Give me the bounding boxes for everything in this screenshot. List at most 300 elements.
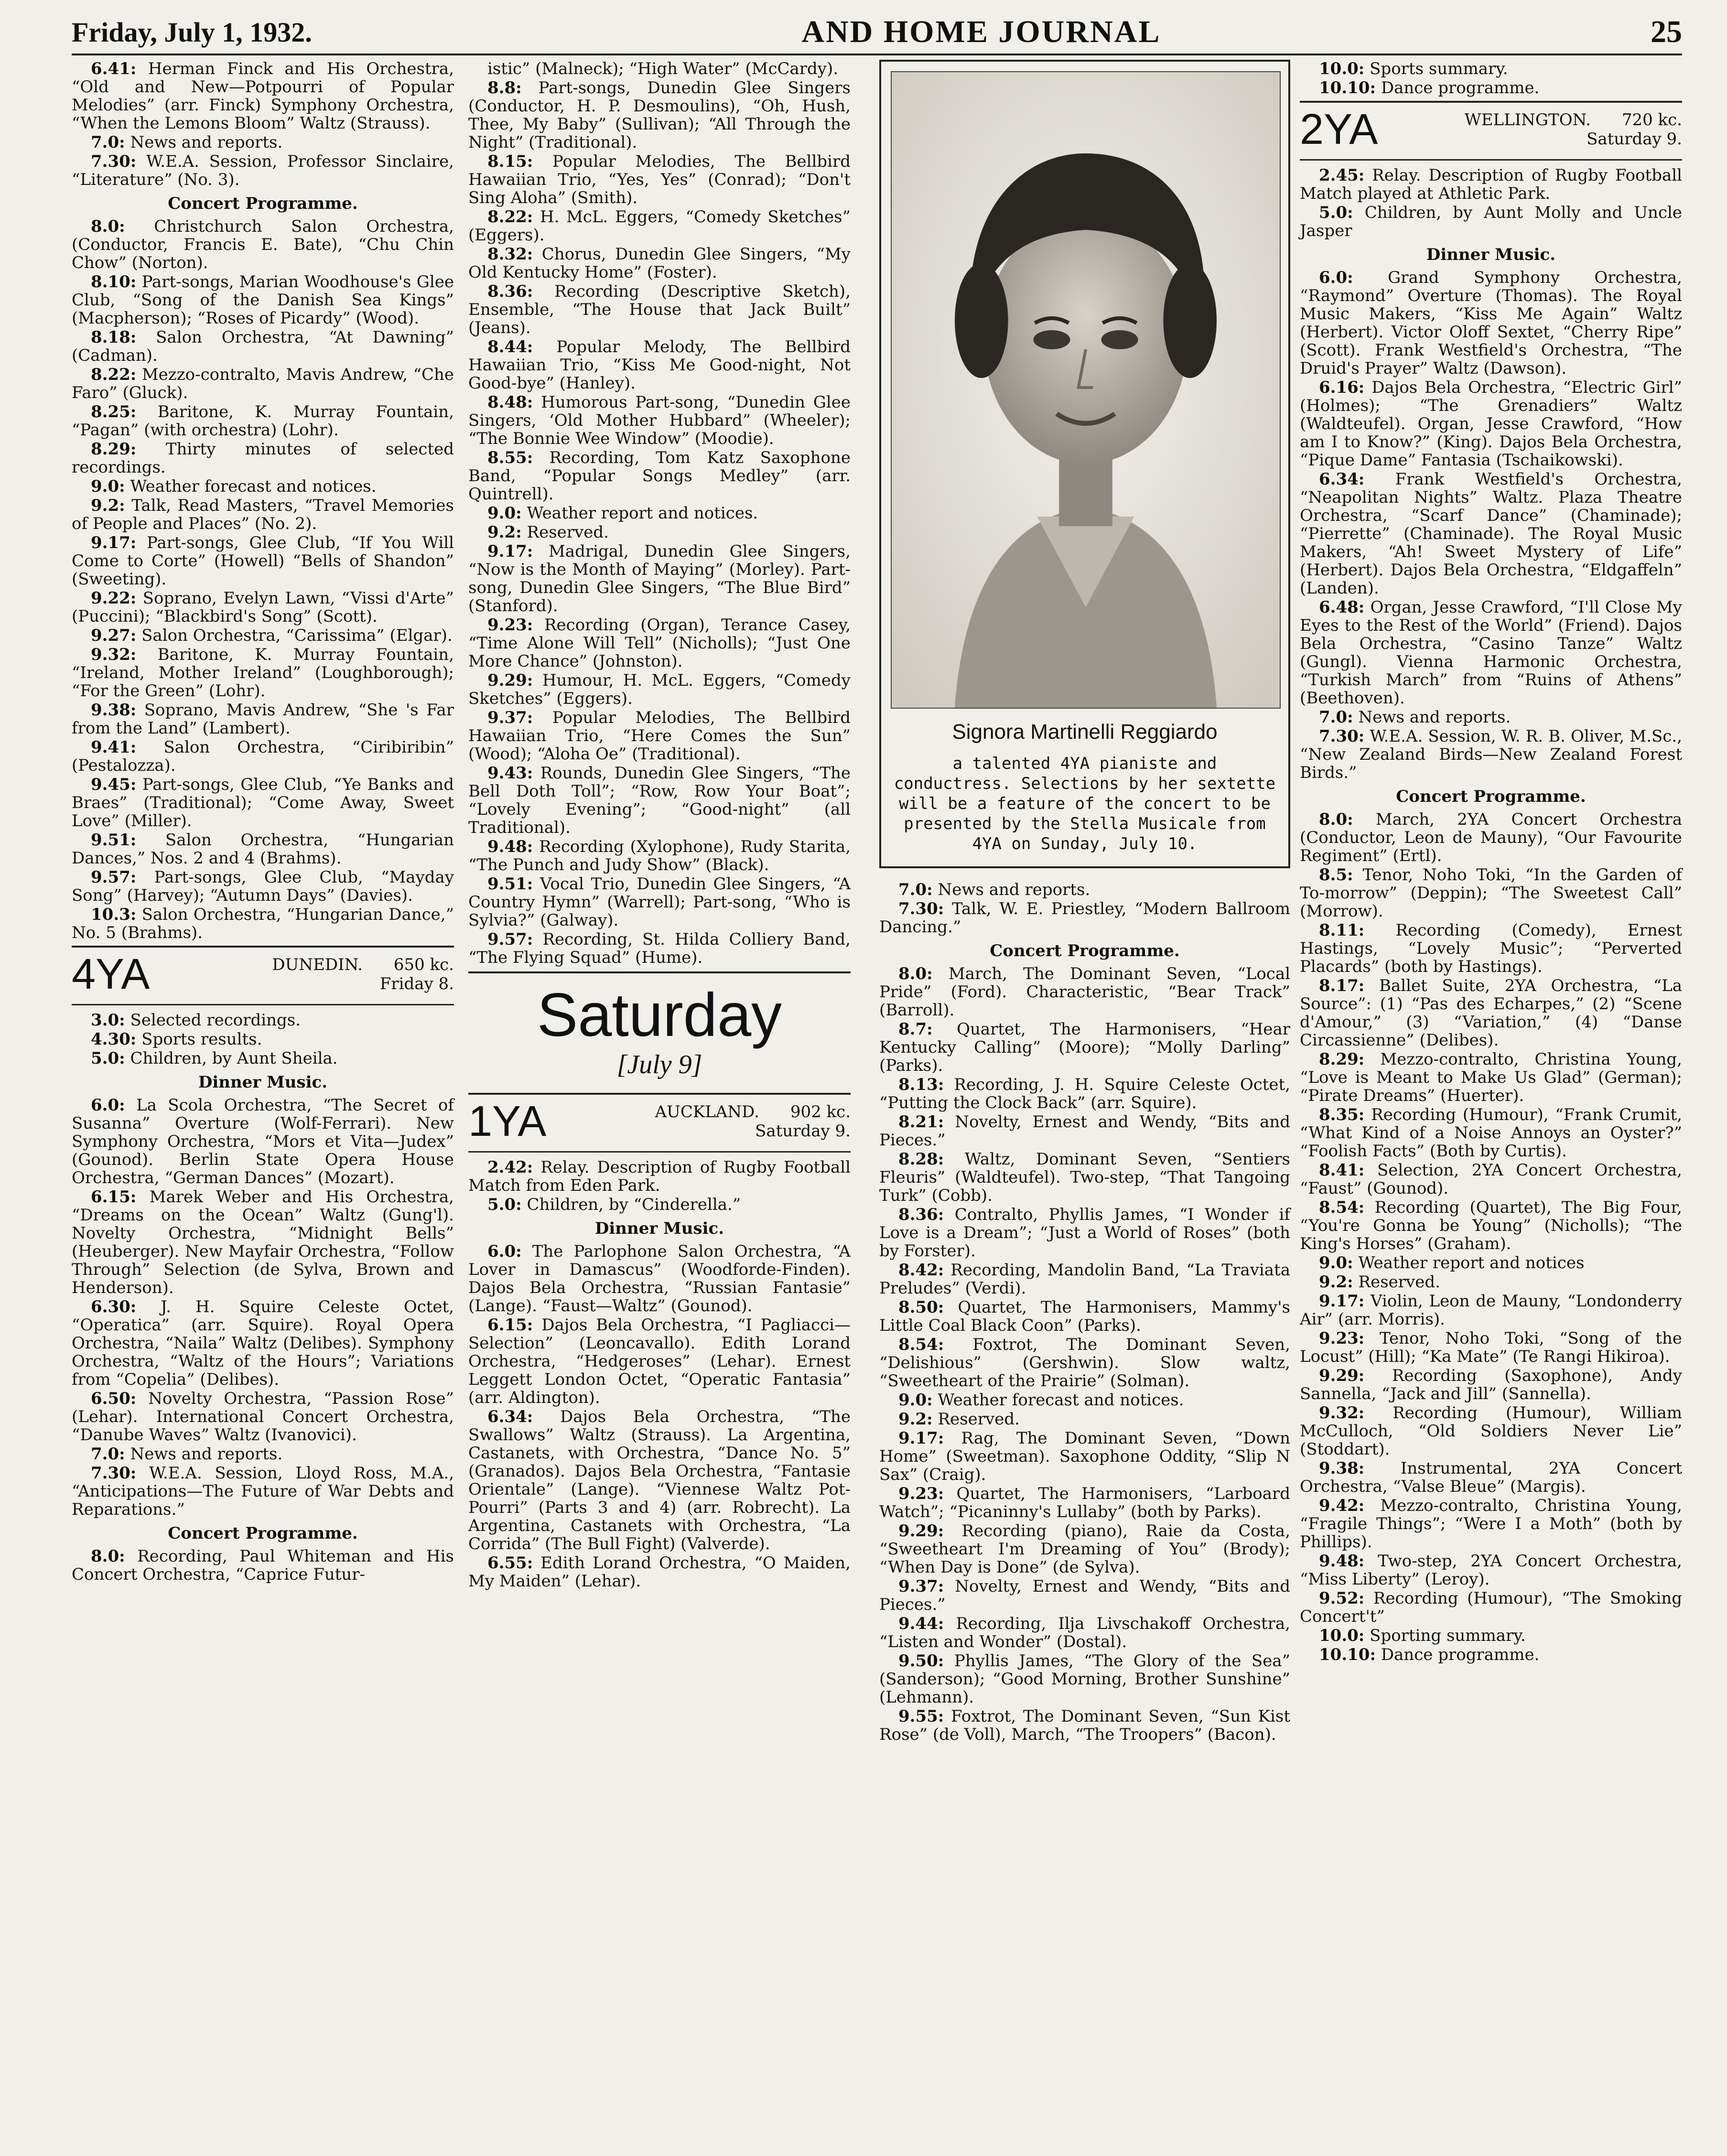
programme-time: 3.0: (91, 1011, 125, 1030)
programme-time: 2.45: (1319, 166, 1365, 185)
programme-item (72, 1030, 454, 1048)
programme-text: Children, by Aunt Sheila. (125, 1049, 338, 1068)
programme-text: Dance programme. (1376, 78, 1540, 97)
programme-time: 8.29: (1319, 1050, 1365, 1069)
programme-item (879, 1261, 1290, 1297)
programme-text: Recording, St. Hilda Colliery Band, “The Flying Squad” (Hume). (468, 930, 851, 967)
column-1 (72, 60, 454, 1585)
programme-text: News and reports. (1353, 708, 1511, 727)
programme-time: 8.54: (898, 1335, 944, 1354)
programme-text: W.E.A. Session, Lloyd Ross, M.A., “Anticipations—The Future of War Debts and Reparations.” (72, 1464, 454, 1519)
programme-item (1300, 378, 1682, 469)
programme-item (879, 900, 1290, 936)
programme-text: Mezzo-contralto, Christina Young, “Love is Meant to Make Us Glad” (German); “Pirate Dreams” (Huerter). (1300, 1050, 1682, 1105)
programme-text: Popular Melody, The Bellbird Hawaiian Trio, “Kiss Me Good-night, Not Good-bye” (Hanley). (468, 337, 851, 393)
programme-time: 9.32: (91, 645, 137, 664)
programme-time: 9.45: (91, 775, 137, 794)
saturday-banner (468, 971, 851, 1083)
programme-item (468, 838, 851, 874)
programme-text: March, 2YA Concert Orchestra (Conductor, Leon de Mauny), “Our Favourite Regiment” (Ertl). (1300, 810, 1682, 865)
programme-item (879, 1429, 1290, 1484)
programme-time: 8.15: (487, 152, 533, 171)
programme-item (72, 1445, 454, 1463)
programme-list (1300, 269, 1682, 782)
programme-text: Reserved. (1353, 1272, 1440, 1292)
station-call-sign: 1YA (468, 1098, 547, 1145)
programme-time: 10.3: (91, 905, 137, 924)
programme-item (1300, 921, 1682, 976)
programme-item (1300, 810, 1682, 865)
programme-text: Children, by Aunt Molly and Uncle Jasper (1300, 203, 1682, 240)
programme-time: 9.0: (91, 477, 125, 496)
programme-item (1300, 1367, 1682, 1403)
programme-item (879, 1298, 1290, 1335)
programme-item (1300, 1329, 1682, 1366)
programme-item (1300, 1552, 1682, 1588)
programme-item (1300, 1459, 1682, 1496)
programme-time: 9.51: (91, 830, 137, 850)
masthead-title: AND HOME JOURNAL (801, 14, 1161, 49)
programme-text: Contralto, Phyllis James, “I Wonder if Love is a Dream”; “Just a World of Roses” (both by Forster). (879, 1205, 1290, 1261)
programme-text: Humorous Part-song, “Dunedin Glee Singers, ‘Old Mother Hubbard” (Wheeler); “The Bonnie Wee Window” (Moodie). (468, 393, 851, 448)
programme-text: The Parlophone Salon Orchestra, “A Lover in Damascus” (Woodforde-Finden). Dajos Bela Orchestra, “Russian Fantasie” (Lange). “Faust—Waltz” (Gounod). (468, 1242, 851, 1315)
programme-item (1300, 79, 1682, 97)
station-frequency: 720 kc. (1621, 110, 1682, 129)
programme-text: Chorus, Dunedin Glee Singers, “My Old Kentucky Home” (Foster). (468, 245, 851, 282)
programme-item (1300, 470, 1682, 597)
programme-time: 8.36: (898, 1205, 944, 1224)
programme-time: 6.15: (487, 1315, 533, 1335)
programme-text: Salon Orchestra, “At Dawning” (Cadman). (72, 328, 454, 365)
programme-list (1300, 166, 1682, 240)
programme-time: 6.16: (1319, 378, 1365, 397)
programme-time: 9.17: (91, 533, 137, 552)
programme-item (468, 449, 851, 503)
programme-item (72, 1188, 454, 1297)
programme-text: Mezzo-contralto, Christina Young, “Fragile Things”; “Were I a Moth” (both by Phillips). (1300, 1496, 1682, 1552)
programme-item (468, 1554, 851, 1590)
programme-text: Tenor, Noho Toki, “Song of the Locust” (Hill); “Ka Mate” (Te Rangi Hikiroa). (1300, 1329, 1682, 1366)
programme-text: Recording, Paul Whiteman and His Concert Orchestra, “Caprice Futur- (72, 1547, 454, 1584)
programme-text: Violin, Leon de Mauny, “Londonderry Air” (arr. Morris). (1300, 1292, 1682, 1329)
programme-time: 6.15: (91, 1187, 137, 1207)
programme-time: 9.29: (487, 671, 533, 690)
programme-text: Recording, Ilja Livschakoff Orchestra, “Listen and Wonder” (Dostal). (879, 1614, 1290, 1651)
programme-time: 9.51: (487, 874, 533, 894)
programme-item (72, 440, 454, 476)
programme-item (72, 534, 454, 588)
programme-list (879, 965, 1290, 1744)
programme-time: 8.25: (91, 402, 137, 421)
programme-text: Weather report and notices (1353, 1253, 1585, 1272)
programme-item (1300, 1273, 1682, 1291)
programme-text: Popular Melodies, The Bellbird Hawaiian Trio, “Here Comes the Sun” (Wood); “Aloha Oe” (Traditional). (468, 708, 851, 764)
programme-text: Phyllis James, “The Glory of the Sea” (Sanderson); “Good Morning, Brother Sunshine” (Lehmann). (879, 1651, 1290, 1707)
programme-text: Recording (Humour), “The Smoking Concert't” (1300, 1589, 1682, 1626)
programme-text: Salon Orchestra, “Hungarian Dances,” Nos. 2 and 4 (Brahms). (72, 830, 454, 868)
programme-text: Edith Lorand Orchestra, “O Maiden, My Maiden” (Lehar). (468, 1553, 851, 1591)
programme-text: H. McL. Eggers, “Comedy Sketches” (Eggers). (468, 207, 851, 245)
programme-list (72, 1547, 454, 1584)
programme-time: 9.27: (91, 626, 137, 645)
programme-item (468, 875, 851, 929)
programme-time: 9.0: (898, 1391, 933, 1410)
programme-text: Recording (Humour), William McCulloch, “Old Soldiers Never Lie” (Stoddart). (1300, 1403, 1682, 1459)
programme-item (72, 906, 454, 942)
programme-item (879, 1615, 1290, 1651)
programme-item (1300, 708, 1682, 726)
programme-time: 10.0: (1319, 1626, 1365, 1645)
programme-text: Herman Finck and His Orchestra, “Old and New—Potpourri of Popular Melodies” (arr. Finck) Symphony Orchestra, “When the Lemons Bloom” Waltz (Strauss). (72, 59, 454, 133)
programme-time: 8.13: (898, 1075, 944, 1094)
programme-time: 9.37: (898, 1577, 944, 1596)
programme-item (468, 616, 851, 670)
programme-time: 8.0: (91, 217, 125, 236)
programme-time: 9.2: (487, 523, 522, 542)
section-heading: Concert Programme. (990, 941, 1180, 960)
programme-text: Dajos Bela Orchestra, “Electric Girl” (Holmes); “The Grenadiers” Waltz (Waldteufel). Organ, Jesse Crawford, “How am I to Know?” (King). Dajos Bela Orchestra, “Pique Dame” Fantasia (Tschaikowski). (1300, 378, 1682, 470)
station-details (272, 955, 454, 993)
photo-feature-box (879, 60, 1290, 868)
programme-text: Rounds, Dunedin Glee Singers, “The Bell Doth Toll”; “Row, Row Your Boat”; “Lovely Evening”; “Good-night” (all Traditional). (468, 764, 851, 837)
programme-time: 9.22: (91, 589, 137, 608)
station-city: WELLINGTON. (1464, 110, 1591, 129)
programme-item (72, 328, 454, 365)
programme-time: 8.11: (1319, 921, 1365, 940)
programme-list (1300, 60, 1682, 97)
section-heading: Concert Programme. (168, 1524, 358, 1543)
programme-item (879, 1020, 1290, 1075)
programme-time: 8.0: (91, 1547, 125, 1566)
programme-time: 8.36: (487, 282, 533, 301)
programme-item (72, 366, 454, 402)
station-details (655, 1102, 851, 1141)
programme-item (72, 868, 454, 905)
programme-text: Instrumental, 2YA Concert Orchestra, “Valse Bleue” (Margis). (1300, 1459, 1682, 1496)
programme-time: 9.48: (1319, 1552, 1365, 1571)
programme-time: 5.0: (91, 1049, 125, 1068)
programme-text: March, The Dominant Seven, “Local Pride” (Ford). Characteristic, “Bear Track” (Barroll). (879, 964, 1290, 1020)
programme-item (468, 542, 851, 615)
programme-time: 8.5: (1319, 865, 1353, 884)
programme-item (72, 1390, 454, 1444)
programme-time: 6.34: (487, 1407, 533, 1426)
section-heading: Dinner Music. (594, 1219, 724, 1238)
programme-item (1300, 1292, 1682, 1328)
programme-time: 8.21: (898, 1112, 944, 1132)
programme-item (72, 217, 454, 272)
programme-text: Recording (Saxophone), Andy Sannella, “Jack and Jill” (Sannella). (1300, 1366, 1682, 1403)
programme-time: 6.0: (1319, 268, 1353, 287)
programme-time: 5.0: (487, 1195, 522, 1214)
programme-text: News and reports. (932, 880, 1090, 899)
station-call-sign: 2YA (1300, 106, 1378, 153)
programme-item (72, 477, 454, 496)
section-heading: Concert Programme. (168, 194, 358, 213)
station-day: Saturday 9. (755, 1121, 851, 1141)
programme-text: Quartet, The Harmonisers, Mammy's Little Coal Black Coon” (Parks). (879, 1298, 1290, 1335)
programme-time: 7.0: (898, 880, 933, 899)
programme-time: 6.34: (1319, 470, 1365, 489)
programme-time: 7.30: (91, 152, 137, 171)
programme-text: Baritone, K. Murray Fountain, “Pagan” (with orchestra) (Lohr). (72, 402, 454, 440)
page-number: 25 (1651, 14, 1682, 49)
programme-item (1300, 269, 1682, 377)
programme-item (1300, 1198, 1682, 1253)
programme-list (468, 1158, 851, 1214)
column-4 (1300, 60, 1682, 1665)
programme-time: 8.7: (898, 1020, 933, 1039)
programme-time: 6.50: (91, 1389, 137, 1408)
programme-item (72, 1298, 454, 1389)
programme-time: 7.30: (898, 899, 944, 918)
programme-time: 7.30: (1319, 727, 1365, 746)
programme-text: J. H. Squire Celeste Octet, “Operatica” (arr. Squire). Royal Opera Orchestra, “Naila” Waltz (Delibes). Symphony Orchestra, “Waltz of the Hours”; Variations from “Copelia” (Delibes). (72, 1297, 454, 1389)
programme-item (468, 208, 851, 244)
programme-text: Relay. Description of Rugby Football Match from Eden Park. (468, 1158, 851, 1195)
programme-text: Soprano, Mavis Andrew, “She 's Far from the Land” (Lambert). (72, 701, 454, 738)
programme-text: Recording (Xylophone), Rudy Starita, “The Punch and Judy Show” (Black). (468, 837, 851, 874)
programme-item (1300, 866, 1682, 920)
station-header-1ya (468, 1093, 851, 1153)
programme-list (72, 217, 454, 942)
programme-list (879, 881, 1290, 936)
programme-time: 6.48: (1319, 598, 1365, 617)
programme-time: 9.57: (91, 868, 137, 887)
programme-time: 9.44: (898, 1614, 944, 1633)
programme-text: Weather report and notices. (521, 504, 758, 523)
programme-text: Humour, H. McL. Eggers, “Comedy Sketches” (Eggers). (468, 671, 851, 708)
station-header-4ya (72, 946, 454, 1005)
programme-item (72, 776, 454, 830)
programme-item (1300, 598, 1682, 707)
programme-time: 9.0: (487, 504, 522, 523)
programme-text: Recording, J. H. Squire Celeste Octet, “Putting the Clock Back” (arr. Squire). (879, 1075, 1290, 1112)
programme-item (468, 1158, 851, 1195)
programme-item (468, 1242, 851, 1315)
programme-time: 8.17: (1319, 976, 1365, 995)
programme-text: Frank Westfield's Orchestra, “Neapolitan Nights” Waltz. Plaza Theatre Orchestra, “Scarf Dance” (Chaminade); “Pierrette” (Chaminade). The Royal Music Makers, “Ah! Sweet Mystery of Life” (Herbert). Dajos Bela Orchestra, “Eldgaffeln” (Landen). (1300, 470, 1682, 598)
programme-item (72, 831, 454, 867)
programme-item (72, 1464, 454, 1519)
programme-item (1300, 727, 1682, 782)
programme-item (72, 1011, 454, 1029)
page-header (72, 11, 1682, 55)
programme-text: Grand Symphony Orchestra, “Raymond” Overture (Thomas). The Royal Music Makers, “Kiss Me Again” Waltz (Herbert). Victor Oloff Sextet, “Cherry Ripe” (Scott). Frank Westfield's Orchestra, “The Druid's Prayer” Waltz (Dawson). (1300, 268, 1682, 378)
programme-text: Reserved. (932, 1410, 1020, 1429)
station-frequency: 650 kc. (393, 955, 454, 974)
programme-text: Reserved. (521, 523, 609, 542)
programme-time: 8.29: (91, 440, 137, 459)
programme-item (72, 1096, 454, 1187)
programme-time: 9.17: (898, 1429, 944, 1448)
programme-time: 9.29: (1319, 1366, 1365, 1385)
section-heading: Dinner Music. (198, 1073, 328, 1092)
programme-time: 9.23: (487, 615, 533, 635)
programme-time: 7.30: (91, 1464, 137, 1483)
station-day: Friday 8. (379, 974, 454, 993)
programme-item (72, 133, 454, 151)
programme-text: Dance programme. (1376, 1645, 1540, 1664)
programme-text: Talk, Read Masters, “Travel Memories of People and Places” (No. 2). (72, 496, 454, 533)
station-details (1465, 110, 1682, 149)
programme-text: Sports summary. (1364, 59, 1508, 78)
programme-item (72, 496, 454, 533)
programme-time: 9.41: (91, 738, 137, 757)
programme-text: Baritone, K. Murray Fountain, “Ireland, Mother Ireland” (Loughborough); “For the Green” (Lohr). (72, 645, 454, 701)
programme-time: 9.32: (1319, 1403, 1365, 1423)
programme-text: Talk, W. E. Priestley, “Modern Ballroom Dancing.” (879, 899, 1290, 937)
programme-time: 10.10: (1319, 78, 1376, 97)
programme-time: 9.17: (487, 542, 533, 561)
programme-item (1300, 1254, 1682, 1272)
programme-list (1300, 810, 1682, 1664)
programme-text: Recording (Humour), “Frank Crumit, “What Kind of a Noise Annoys an Oyster?” “Foolish Facts” (Both by Curtis). (1300, 1105, 1682, 1161)
section-heading: Concert Programme. (1396, 787, 1586, 806)
programme-item (468, 930, 851, 967)
programme-time: 7.0: (91, 1445, 125, 1464)
programme-item (468, 504, 851, 522)
programme-text: Relay. Description of Rugby Football Match played at Athletic Park. (1300, 166, 1682, 203)
programme-text: W.E.A. Session, W. R. B. Oliver, M.Sc., “New Zealand Birds—New Zealand Forest Birds.” (1300, 727, 1682, 782)
photo-caption-text: a talented 4YA pianiste and conductress. Selections by her sextette will be a feature of the concert to be presented by the Stella Musicale from 4YA on Sunday, July 10. (894, 754, 1276, 853)
station-header-2ya (1300, 101, 1682, 161)
programme-time: 9.52: (1319, 1589, 1365, 1608)
programme-item (72, 1547, 454, 1584)
programme-time: 5.0: (1319, 203, 1353, 222)
programme-time: 8.50: (898, 1298, 944, 1317)
programme-time: 9.38: (1319, 1459, 1365, 1478)
programme-text: Part-songs, Dunedin Glee Singers (Conductor, H. P. Desmoulins), “Oh, Hush, Thee, My Baby” (Sullivan); “All Through the Night” (Traditional). (468, 78, 851, 152)
programme-text: Christchurch Salon Orchestra, (Conductor, Francis E. Bate), “Chu Chin Chow” (Norton). (72, 217, 454, 272)
programme-text: Madrigal, Dunedin Glee Singers, “Now is the Month of Maying” (Morley). Part-song, Dunedin Glee Singers, “The Blue Bird” (Stanford). (468, 542, 851, 615)
programme-text: Salon Orchestra, “Carissima” (Elgar). (136, 626, 453, 645)
programme-text: Waltz, Dominant Seven, “Sentiers Fleuris” (Waldteufel). Two-step, “That Tangoing Turk” (Cobb). (879, 1150, 1290, 1205)
programme-time: 9.17: (1319, 1292, 1365, 1311)
programme-time: 8.28: (898, 1150, 944, 1169)
programme-list (468, 60, 851, 967)
programme-item (879, 965, 1290, 1019)
programme-item (1300, 166, 1682, 203)
programme-time: 8.41: (1319, 1161, 1365, 1180)
programme-text: Selected recordings. (125, 1011, 301, 1030)
programme-time: 8.10: (91, 272, 137, 291)
programme-item (1300, 1050, 1682, 1105)
programme-item (468, 1196, 851, 1214)
programme-text: Vocal Trio, Dunedin Glee Singers, “A Country Hymn” (Warrell); Part-song, “Who is Sylvia?” (Galway). (468, 874, 851, 930)
programme-time: 9.23: (898, 1484, 944, 1503)
programme-text: Sporting summary. (1364, 1626, 1526, 1645)
banner-day: Saturday (537, 981, 782, 1049)
programme-item (468, 671, 851, 708)
programme-time: 9.29: (898, 1521, 944, 1541)
programme-item (72, 589, 454, 625)
column-3 (879, 60, 1290, 1745)
programme-time: 9.43: (487, 764, 533, 783)
programme-item (1300, 1627, 1682, 1645)
programme-item (879, 1150, 1290, 1205)
programme-item (468, 152, 851, 207)
programme-time: 9.2: (898, 1410, 933, 1429)
programme-item (879, 1076, 1290, 1112)
programme-item (879, 1652, 1290, 1706)
programme-time: 9.2: (91, 496, 125, 515)
programme-item (468, 282, 851, 337)
programme-time: 8.8: (487, 78, 522, 97)
programme-item (879, 1206, 1290, 1260)
portrait-photo (891, 71, 1281, 709)
programme-text: Part-songs, Glee Club, “Ye Banks and Braes” (Traditional); “Come Away, Sweet Love” (Miller). (72, 775, 454, 830)
programme-text: Foxtrot, The Dominant Seven, “Sun Kist Rose” (de Voll), March, “The Troopers” (Bacon). (879, 1707, 1290, 1744)
programme-item (1300, 1646, 1682, 1664)
programme-text: Novelty Orchestra, “Passion Rose” (Lehar). International Concert Orchestra, “Danube Waves” Waltz (Ivanovici). (72, 1389, 454, 1445)
programme-item (1300, 977, 1682, 1049)
programme-item (879, 1113, 1290, 1149)
programme-item (468, 1408, 851, 1553)
programme-time: 9.0: (1319, 1253, 1353, 1272)
programme-time: 8.42: (898, 1261, 944, 1280)
programme-item (468, 245, 851, 281)
programme-text: Recording, Tom Katz Saxophone Band, “Popular Songs Medley” (arr. Quintrell). (468, 448, 851, 504)
programme-text: Children, by “Cinderella.” (521, 1195, 741, 1214)
programme-item (1300, 1589, 1682, 1626)
programme-item (72, 701, 454, 737)
programme-text: Marek Weber and His Orchestra, “Dreams on the Ocean” Waltz (Gung'l). Novelty Orchestra, “Midnight Bells” (Heuberger). New Mayfair Orchestra, “Follow Through” Selection (de Sylva, Brown and Henderson). (72, 1187, 454, 1297)
programme-text: Part-songs, Marian Woodhouse's Glee Club, “Song of the Danish Sea Kings” (Macpherson); “Roses of Picardy” (Wood). (72, 272, 454, 328)
programme-time: 10.10: (1319, 1645, 1376, 1664)
programme-item (468, 79, 851, 151)
section-heading: Dinner Music. (1426, 245, 1556, 264)
programme-text: Recording (Quartet), The Big Four, “You're Gonna be Young” (Nicholls); “The King's Horses” (Graham). (1300, 1198, 1682, 1253)
programme-text: Novelty, Ernest and Wendy, “Bits and Pieces.” (879, 1112, 1290, 1150)
programme-time: 6.0: (91, 1096, 125, 1115)
programme-time: 8.54: (1319, 1198, 1365, 1217)
station-city: AUCKLAND. (655, 1102, 759, 1121)
programme-time: 4.30: (91, 1030, 137, 1049)
programme-item (879, 1410, 1290, 1428)
programme-time: 9.37: (487, 708, 533, 727)
programme-text: Recording (Descriptive Sketch), Ensemble, “The House that Jack Built” (Jeans). (468, 282, 851, 337)
programme-list (72, 1011, 454, 1067)
programme-time: 9.50: (898, 1651, 944, 1671)
programme-text: Quartet, The Harmonisers, “Hear Kentucky Calling” (Moore); “Molly Darling” (Parks). (879, 1020, 1290, 1075)
programme-time: 9.2: (1319, 1272, 1353, 1292)
station-frequency: 902 kc. (790, 1102, 851, 1121)
programme-time: 6.41: (91, 59, 137, 78)
programme-text: News and reports. (125, 133, 283, 152)
programme-text: Foxtrot, The Dominant Seven, “Delishious” (Gershwin). Slow waltz, “Sweetheart of the Prairie” (Solman). (879, 1335, 1290, 1391)
programme-text: Salon Orchestra, “Hungarian Dance,” No. 5 (Brahms). (72, 905, 454, 942)
programme-text: Weather forecast and notices. (125, 477, 377, 496)
programme-item (879, 1485, 1290, 1521)
programme-item (1300, 1161, 1682, 1197)
programme-text: Rag, The Dominant Seven, “Down Home” (Sweetman). Saxophone Oddity, “Slip N Sax” (Craig). (879, 1429, 1290, 1484)
programme-text: Ballet Suite, 2YA Orchestra, “La Source”: (1) “Pas des Echarpes,” (2) “Scene d'Amour,” (3) “Variation,” (4) “Danse Circassienne” (Delibes). (1300, 976, 1682, 1050)
programme-item (879, 1522, 1290, 1576)
programme-text: Part-songs, Glee Club, “If You Will Come to Corte” (Howell) “Bells of Shandon” (Sweeting). (72, 533, 454, 589)
programme-item (879, 1707, 1290, 1744)
programme-time: 9.57: (487, 930, 533, 949)
programme-item (879, 1577, 1290, 1614)
programme-item (1300, 1106, 1682, 1160)
programme-time: 6.30: (91, 1297, 137, 1316)
programme-item (72, 152, 454, 189)
programme-text: Selection, 2YA Concert Orchestra, “Faust” (Gounod). (1300, 1161, 1682, 1198)
programme-text: W.E.A. Session, Professor Sinclaire, “Literature” (No. 3). (72, 152, 454, 189)
programme-item (1300, 1497, 1682, 1551)
programme-time: 8.0: (898, 964, 933, 983)
programme-time: 9.42: (1319, 1496, 1365, 1515)
